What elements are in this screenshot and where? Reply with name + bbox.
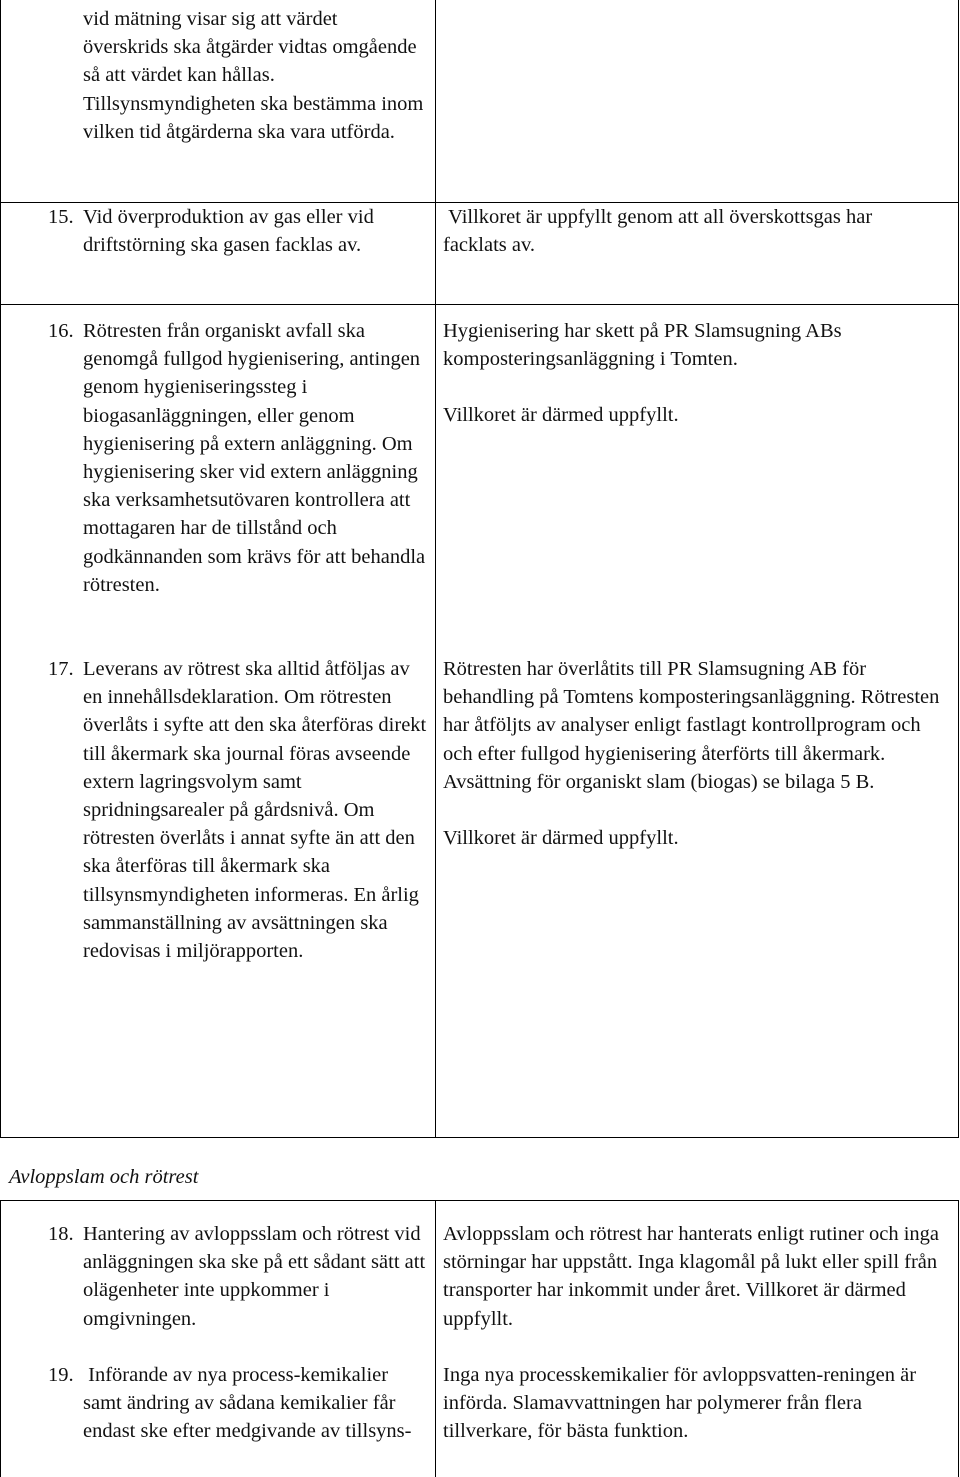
cell-condition-17 — [48, 655, 428, 965]
condition-item — [48, 1220, 428, 1333]
cell-intro — [83, 5, 428, 146]
cell-condition-15 — [48, 203, 428, 259]
condition-item — [48, 317, 428, 599]
cell-condition-16 — [48, 317, 428, 599]
condition-number: 19. — [48, 1364, 74, 1386]
table-border-right — [958, 0, 959, 1138]
condition-text: Hantering av avloppsslam och rötrest vid anläggningen ska ske på ett sådant sätt att olägenheter inte uppkommer i omgivningen. — [83, 1223, 426, 1330]
row-divider — [0, 304, 959, 305]
section-heading: Avloppslam och rötrest — [9, 1166, 199, 1188]
condition-number: 15. — [48, 206, 74, 228]
response-text: Villkoret är därmed uppfyllt. — [443, 404, 679, 427]
cell-condition-18 — [48, 1220, 428, 1333]
cell-response-19 — [443, 1361, 953, 1446]
cell-response-17 — [443, 655, 953, 852]
condition-number: 18. — [48, 1223, 74, 1245]
response-text: Inga nya processkemikalier för avloppsvatten-reningen är införda. Slamavvattningen har polymerer från flera tillverkare, för bästa funktion. — [443, 1364, 917, 1443]
condition-text: Införande av nya process-kemikalier samt ändring av sådana kemikalier får endast ske efter medgivande av tillsyns- — [83, 1364, 412, 1443]
condition-text: vid mätning visar sig att värdet överskrids ska åtgärder vidtas omgående så att värdet kan hållas. Tillsynsmyndigheten ska bestämma inom vilken tid åtgärderna ska vara utförda. — [83, 8, 424, 143]
table-border-bottom — [0, 1137, 959, 1138]
condition-text: Vid överproduktion av gas eller vid driftstörning ska gasen facklas av. — [83, 206, 374, 257]
condition-item — [48, 655, 428, 965]
condition-text: Leverans av rötrest ska alltid åtföljas av en innehållsdeklaration. Om rötresten överlåts i syfte att den ska återföras direkt till åkermark ska journal föras avseende extern lagringsvolym samt spridningsarealer på gårdsnivå. Om rötresten överlåts i annat syfte än att den ska återföras till åkermark ska tillsynsmyndigheten informeras. En årlig sammanställning av avsättningen ska redovisas i miljörapporten. — [83, 658, 427, 963]
cell-response-16 — [443, 317, 953, 430]
response-text: Rötresten har överlåtits till PR Slamsugning AB för behandling på Tomtens komposteringsanläggning. Rötresten har åtföljts av analyser enligt fastlagt kontrollprogram och och efter fullgod hygienisering återförts till åkermark. Avsättning för organiskt slam (biogas) se bilaga 5 B. — [443, 658, 940, 793]
response-text: Hygienisering har skett på PR Slamsugning ABs komposteringsanläggning i Tomten. — [443, 320, 842, 371]
table-border-left — [0, 1200, 1, 1477]
response-text: Avloppsslam och rötrest har hanterats enligt rutiner och inga störningar har uppstått. Inga klagomål på lukt eller spill från transporter har inkommit under året. Villkoret är därmed uppfyllt. — [443, 1223, 940, 1330]
condition-number: 16. — [48, 320, 74, 342]
table-border-top — [0, 1200, 959, 1201]
table-border-right — [958, 1200, 959, 1477]
response-text: Villkoret är därmed uppfyllt. — [443, 827, 679, 850]
condition-item — [48, 1361, 428, 1446]
cell-response-18 — [443, 1220, 953, 1333]
cell-response-15 — [443, 203, 933, 259]
cell-condition-19 — [48, 1361, 428, 1446]
table-column-divider — [435, 0, 436, 1138]
table-border-left — [0, 0, 1, 1138]
condition-text: Rötresten från organiskt avfall ska genomgå fullgod hygienisering, antingen genom hygieniseringssteg i biogasanläggningen, eller genom hygienisering på extern anläggning. Om hygienisering sker vid extern anläggning ska verksamhetsutövaren kontrollera att mottagaren har de tillstånd och godkännanden som krävs för att behandla rötresten. — [83, 320, 426, 596]
condition-item — [48, 203, 428, 259]
response-text: Villkoret är uppfyllt genom att all överskottsgas har facklats av. — [443, 206, 878, 257]
table-column-divider — [435, 1200, 436, 1477]
condition-number: 17. — [48, 658, 74, 680]
